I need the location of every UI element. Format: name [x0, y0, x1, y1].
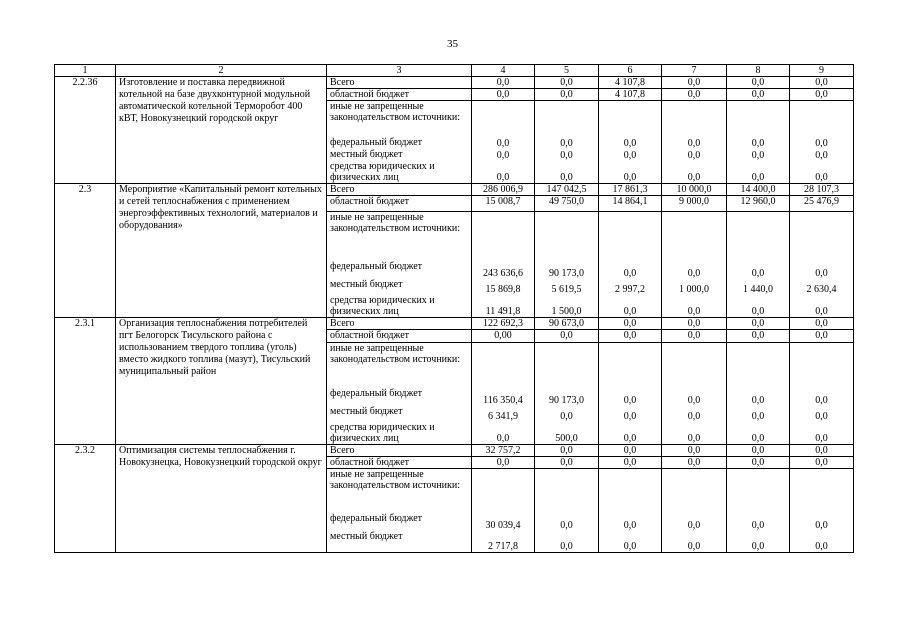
value-cell: 286 006,9 [472, 183, 535, 195]
value-cell: 0,0 [790, 77, 854, 89]
value-cell: 0,0 [790, 513, 854, 531]
value-cell: 4 107,8 [599, 89, 662, 101]
funding-source: Всего [327, 183, 472, 195]
value-cell [472, 468, 535, 513]
value-cell: 0,0 [535, 149, 599, 161]
value-cell: 90 173,0 [535, 261, 599, 279]
value-cell: 17 861,3 [599, 183, 662, 195]
value-cell [599, 101, 662, 137]
value-cell [599, 211, 662, 261]
funding-source: Всего [327, 77, 472, 89]
value-cell: 0,0 [472, 149, 535, 161]
value-cell: 0,0 [790, 444, 854, 456]
value-cell: 0,0 [662, 531, 727, 552]
item-name: Оптимизация системы теплоснабжения г. Новокузнецка, Новокузнецкий городской округ [116, 444, 327, 552]
value-cell: 0,0 [599, 531, 662, 552]
value-cell: 0,0 [535, 77, 599, 89]
value-cell: 0,0 [662, 295, 727, 318]
value-cell: 0,0 [535, 330, 599, 343]
value-cell: 500,0 [535, 422, 599, 445]
value-cell [472, 343, 535, 388]
header-cell: 7 [662, 65, 727, 77]
value-cell [472, 211, 535, 261]
value-cell: 0,0 [535, 406, 599, 422]
item-code: 2.3.1 [55, 318, 116, 445]
value-cell: 0,0 [599, 513, 662, 531]
value-cell: 0,0 [599, 456, 662, 468]
value-cell: 0,0 [727, 330, 790, 343]
value-cell: 0,0 [662, 444, 727, 456]
value-cell: 0,0 [727, 531, 790, 552]
value-cell: 12 960,0 [727, 195, 790, 211]
value-cell: 30 039,4 [472, 513, 535, 531]
value-cell [535, 343, 599, 388]
value-cell: 0,0 [599, 295, 662, 318]
value-cell: 0,0 [662, 388, 727, 406]
value-cell: 14 864,1 [599, 195, 662, 211]
value-cell: 0,0 [790, 149, 854, 161]
value-cell [727, 343, 790, 388]
value-cell: 0,0 [790, 406, 854, 422]
value-cell: 0,0 [535, 531, 599, 552]
funding-source: средства юридических и физических лиц [327, 161, 472, 184]
table-row [55, 77, 854, 89]
value-cell [727, 211, 790, 261]
funding-source: иные не запрещенные законодательством источники: [327, 468, 472, 513]
value-cell [727, 101, 790, 137]
item-name: Мероприятие «Капитальный ремонт котельных и сетей теплоснабжения с применением энергоэффективных технологий, материалов и оборудования» [116, 183, 327, 318]
value-cell: 10 000,0 [662, 183, 727, 195]
value-cell: 5 619,5 [535, 279, 599, 295]
item-name: Организация теплоснабжения потребителей пгт Белогорск Тисульского района с использованием твердого топлива (уголь) вместо жидкого топлива (мазут), Тисульский муниципальный район [116, 318, 327, 445]
value-cell: 2 997,2 [599, 279, 662, 295]
value-cell: 0,0 [662, 318, 727, 330]
value-cell [472, 101, 535, 137]
value-cell: 0,0 [599, 406, 662, 422]
value-cell: 15 869,8 [472, 279, 535, 295]
funding-source: местный бюджет [327, 406, 472, 422]
table-row [55, 183, 854, 195]
item-code: 2.3.2 [55, 444, 116, 552]
value-cell: 0,00 [472, 330, 535, 343]
value-cell: 0,0 [662, 89, 727, 101]
funding-source: федеральный бюджет [327, 388, 472, 406]
value-cell: 0,0 [662, 330, 727, 343]
value-cell: 0,0 [662, 513, 727, 531]
header-cell: 6 [599, 65, 662, 77]
value-cell: 0,0 [662, 77, 727, 89]
item-code: 2.2.36 [55, 77, 116, 184]
value-cell: 0,0 [790, 456, 854, 468]
value-cell [535, 211, 599, 261]
value-cell [662, 468, 727, 513]
value-cell: 0,0 [662, 137, 727, 149]
value-cell: 0,0 [727, 261, 790, 279]
value-cell: 2 717,8 [472, 531, 535, 552]
value-cell: 0,0 [662, 422, 727, 445]
value-cell: 0,0 [535, 161, 599, 184]
value-cell: 1 000,0 [662, 279, 727, 295]
funding-source: областной бюджет [327, 89, 472, 101]
value-cell: 0,0 [535, 89, 599, 101]
header-cell: 9 [790, 65, 854, 77]
value-cell: 0,0 [727, 137, 790, 149]
value-cell: 147 042,5 [535, 183, 599, 195]
value-cell: 90 673,0 [535, 318, 599, 330]
value-cell: 11 491,8 [472, 295, 535, 318]
header-cell: 2 [116, 65, 327, 77]
value-cell: 1 440,0 [727, 279, 790, 295]
value-cell: 0,0 [535, 444, 599, 456]
value-cell: 0,0 [599, 330, 662, 343]
header-row [55, 65, 854, 77]
value-cell: 0,0 [727, 388, 790, 406]
funding-source: Всего [327, 444, 472, 456]
value-cell: 0,0 [599, 161, 662, 184]
value-cell: 0,0 [790, 137, 854, 149]
table-row [55, 318, 854, 330]
funding-source: областной бюджет [327, 330, 472, 343]
header-cell: 1 [55, 65, 116, 77]
value-cell: 28 107,3 [790, 183, 854, 195]
value-cell: 0,0 [727, 89, 790, 101]
value-cell [727, 468, 790, 513]
value-cell: 0,0 [790, 89, 854, 101]
value-cell: 32 757,2 [472, 444, 535, 456]
value-cell: 0,0 [472, 89, 535, 101]
value-cell: 0,0 [790, 330, 854, 343]
value-cell: 0,0 [790, 531, 854, 552]
value-cell: 15 008,7 [472, 195, 535, 211]
value-cell [662, 211, 727, 261]
value-cell: 2 630,4 [790, 279, 854, 295]
item-code: 2.3 [55, 183, 116, 318]
value-cell: 0,0 [790, 388, 854, 406]
value-cell: 0,0 [727, 406, 790, 422]
value-cell [790, 101, 854, 137]
value-cell: 0,0 [535, 456, 599, 468]
value-cell: 49 750,0 [535, 195, 599, 211]
value-cell: 0,0 [790, 261, 854, 279]
value-cell: 9 000,0 [662, 195, 727, 211]
value-cell: 0,0 [727, 149, 790, 161]
value-cell: 0,0 [472, 422, 535, 445]
value-cell: 0,0 [472, 137, 535, 149]
value-cell: 122 692,3 [472, 318, 535, 330]
value-cell [790, 468, 854, 513]
value-cell [662, 101, 727, 137]
funding-source: федеральный бюджет [327, 261, 472, 279]
value-cell: 0,0 [535, 137, 599, 149]
value-cell: 14 400,0 [727, 183, 790, 195]
funding-source: иные не запрещенные законодательством источники: [327, 101, 472, 137]
value-cell: 0,0 [662, 161, 727, 184]
value-cell: 0,0 [727, 513, 790, 531]
value-cell: 0,0 [535, 513, 599, 531]
value-cell: 0,0 [662, 261, 727, 279]
value-cell: 0,0 [599, 137, 662, 149]
funding-source: местный бюджет [327, 149, 472, 161]
value-cell: 0,0 [599, 444, 662, 456]
value-cell: 0,0 [790, 161, 854, 184]
table-row [55, 444, 854, 456]
value-cell: 0,0 [662, 406, 727, 422]
value-cell [599, 343, 662, 388]
funding-source: иные не запрещенные законодательством источники: [327, 211, 472, 261]
value-cell: 0,0 [790, 422, 854, 445]
funding-source: федеральный бюджет [327, 137, 472, 149]
funding-source: местный бюджет [327, 279, 472, 295]
value-cell: 0,0 [727, 77, 790, 89]
budget-table [54, 64, 854, 553]
value-cell [599, 468, 662, 513]
value-cell: 25 476,9 [790, 195, 854, 211]
header-cell: 5 [535, 65, 599, 77]
funding-source: местный бюджет [327, 531, 472, 552]
value-cell: 0,0 [727, 295, 790, 318]
item-name: Изготовление и поставка передвижной котельной на базе двухконтурной модульной автоматической котельной Терморобот 400 кВТ, Новокузнецкий городской округ [116, 77, 327, 184]
value-cell [662, 343, 727, 388]
funding-source: федеральный бюджет [327, 513, 472, 531]
value-cell: 0,0 [599, 318, 662, 330]
page-number: 35 [447, 38, 458, 50]
value-cell: 1 500,0 [535, 295, 599, 318]
value-cell: 243 636,6 [472, 261, 535, 279]
value-cell: 0,0 [599, 261, 662, 279]
value-cell: 0,0 [472, 456, 535, 468]
value-cell: 0,0 [727, 318, 790, 330]
value-cell: 0,0 [599, 422, 662, 445]
value-cell: 0,0 [599, 149, 662, 161]
header-cell: 4 [472, 65, 535, 77]
funding-source: иные не запрещенные законодательством источники: [327, 343, 472, 388]
value-cell: 116 350,4 [472, 388, 535, 406]
value-cell: 0,0 [472, 161, 535, 184]
value-cell: 0,0 [727, 456, 790, 468]
funding-source: областной бюджет [327, 195, 472, 211]
value-cell [535, 101, 599, 137]
funding-source: средства юридических и физических лиц [327, 422, 472, 445]
header-cell: 8 [727, 65, 790, 77]
value-cell: 0,0 [662, 149, 727, 161]
value-cell: 90 173,0 [535, 388, 599, 406]
value-cell: 0,0 [727, 422, 790, 445]
value-cell: 0,0 [472, 77, 535, 89]
value-cell [790, 211, 854, 261]
value-cell: 0,0 [662, 456, 727, 468]
value-cell: 0,0 [727, 444, 790, 456]
value-cell: 0,0 [599, 388, 662, 406]
value-cell [790, 343, 854, 388]
value-cell: 6 341,9 [472, 406, 535, 422]
value-cell [535, 468, 599, 513]
value-cell: 4 107,8 [599, 77, 662, 89]
header-cell: 3 [327, 65, 472, 77]
funding-source: Всего [327, 318, 472, 330]
funding-source: средства юридических и физических лиц [327, 295, 472, 318]
funding-source: областной бюджет [327, 456, 472, 468]
value-cell: 0,0 [727, 161, 790, 184]
value-cell: 0,0 [790, 295, 854, 318]
value-cell: 0,0 [790, 318, 854, 330]
